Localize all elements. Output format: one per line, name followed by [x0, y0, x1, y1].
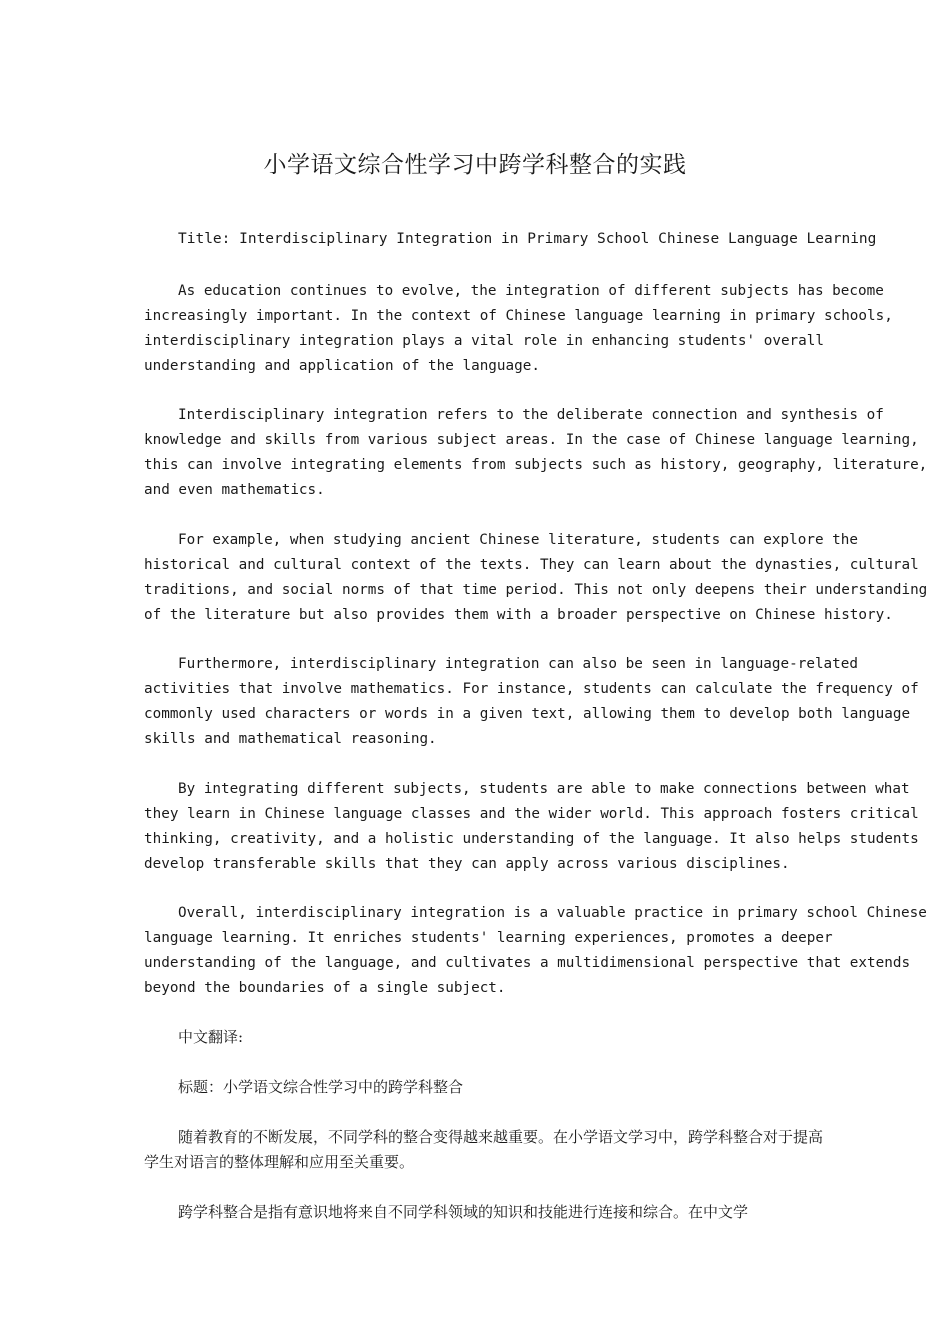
chinese-title: 标题：小学语文综合性学习中的跨学科整合 — [178, 1078, 464, 1096]
translation-heading: 中文翻译: — [178, 1028, 244, 1046]
paragraph: Overall, interdisciplinary integration is a valuable practice in primary school Chinese language learning. It enriches students' learning experiences, promotes a deeper understanding of the language, and cultivates a multidimensional perspective that extends beyond the boundaries of a single subject. — [144, 905, 927, 996]
document-title: 小学语文综合性学习中跨学科整合的实践 — [263, 152, 687, 178]
paragraph: Interdisciplinary integration refers to the deliberate connection and synthesis of knowledge and skills from various subject areas. In the case of Chinese language learning, this can involve integrating elements from subjects such as history, geography, literature, and even mathematics. — [144, 407, 928, 498]
chinese-paragraph: 跨学科整合是指有意识地将来自不同学科领域的知识和技能进行连接和综合。在中文学 — [178, 1203, 749, 1221]
paragraph: Furthermore, interdisciplinary integration can also be seen in language-related activities that involve mathematics. For instance, students can calculate the frequency of commonly used characters or words in a given text, allowing them to develop both language skills and mathematical reasoning. — [144, 656, 919, 747]
paragraph: For example, when studying ancient Chinese literature, students can explore the historical and cultural context of the texts. They can learn about the dynasties, cultural traditions, and social norms of that time period. This not only deepens their understanding of the literature but also provides them with a broader perspective on Chinese history. — [144, 532, 928, 623]
english-title: Title: Interdisciplinary Integration in Primary School Chinese Language Learning — [178, 231, 877, 247]
paragraph: By integrating different subjects, students are able to make connections between what they learn in Chinese language classes and the wider world. This approach fosters critical thinking, creativity, and a holistic understanding of the language. It also helps students develop transferable skills that they can apply across various disciplines. — [144, 781, 919, 872]
paragraph: As education continues to evolve, the integration of different subjects has become increasingly important. In the context of Chinese language learning in primary schools, interdisciplinary integration plays a vital role in enhancing students' overall understanding and application of the language. — [144, 283, 893, 374]
chinese-paragraph: 随着教育的不断发展，不同学科的整合变得越来越重要。在小学语文学习中，跨学科整合对于提高学生对语言的整体理解和应用至关重要。 — [144, 1128, 824, 1171]
